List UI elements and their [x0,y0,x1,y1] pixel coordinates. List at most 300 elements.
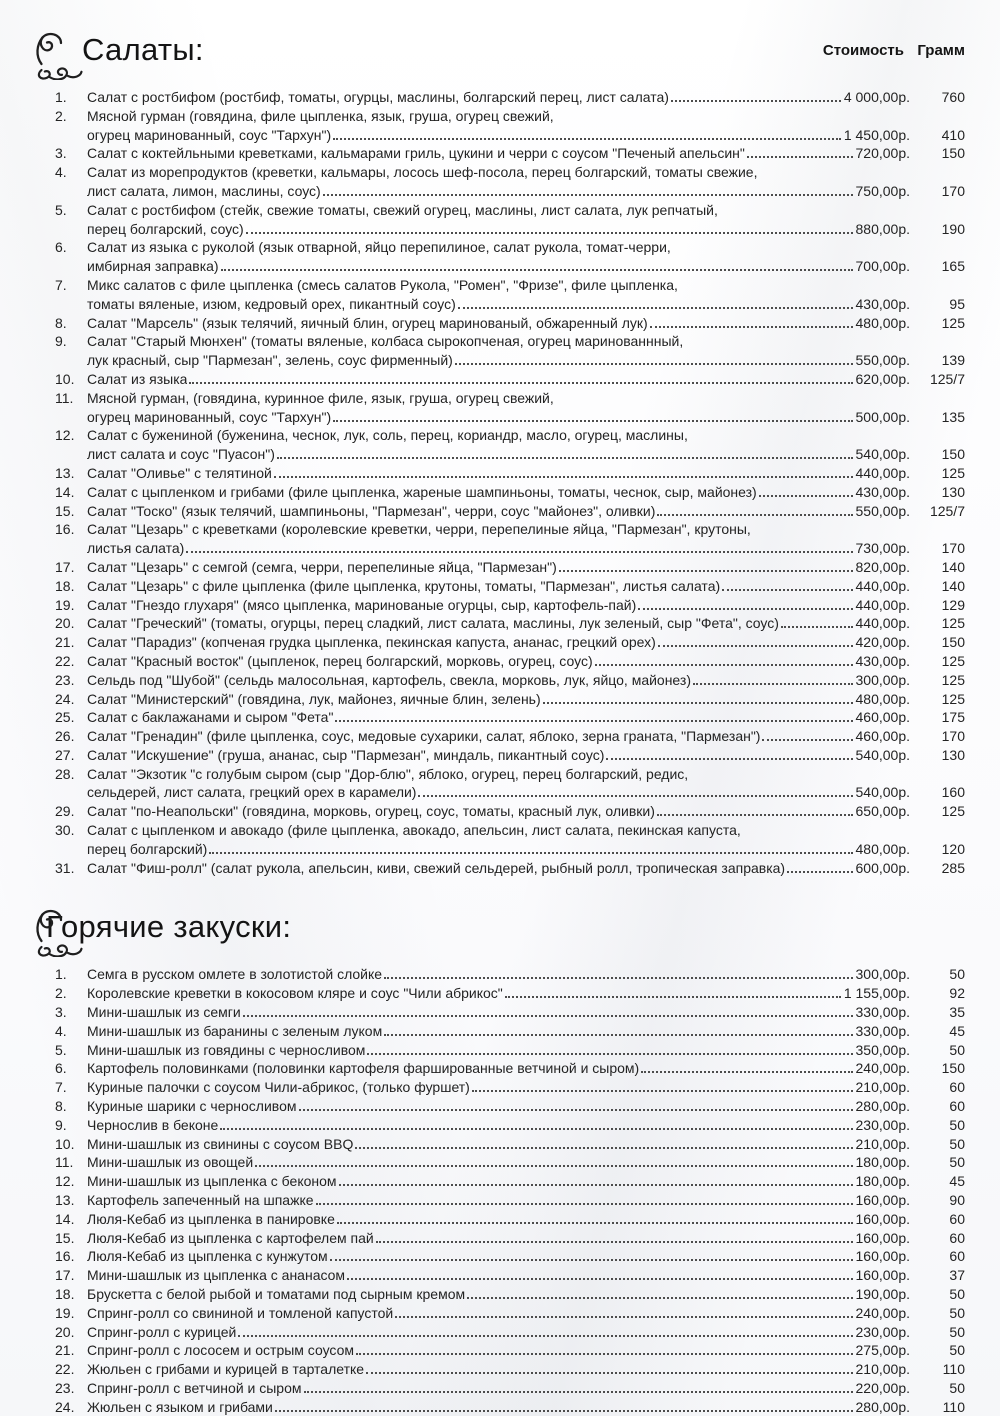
item-grams: 45 [949,1173,965,1190]
dot-leader [658,645,853,647]
item-name: Салат "Марсель" (язык телячий, яичный блин, огурец маринованый, обжаренный лук) [87,314,648,331]
menu-item-row [55,276,965,314]
item-number: 13. [55,464,75,481]
item-body [87,1379,910,1398]
dot-leader [759,495,853,497]
item-body [87,633,910,652]
item-grams: 35 [949,1004,965,1021]
item-name: лук красный, сыр "Пармезан", зелень, соус фирменный) [87,352,453,369]
item-grams: 170 [941,182,965,199]
item-grams: 50 [949,1041,965,1058]
item-name: Мини-шашлык из семги [87,1004,241,1021]
item-number: 13. [55,1192,75,1209]
item-grams: 50 [949,1286,965,1303]
dot-leader [220,1128,852,1130]
menu-item-row [55,1097,965,1116]
item-body [87,1135,910,1154]
dot-leader [333,138,841,140]
item-grams: 60 [949,1098,965,1115]
item-name: Картофель половинками (половинки картофеля фаршированные ветчиной и сыром) [87,1060,640,1077]
item-grams: 125 [941,652,965,669]
menu-item-row [55,1247,965,1266]
item-body [87,1247,910,1266]
dot-leader [559,570,853,572]
item-price: 460,00р. [855,728,910,745]
menu-item-row [55,314,965,333]
menu-item-row [55,107,965,145]
item-body [87,1360,910,1379]
item-text-line: Салат "Цезарь" с креветками (королевские креветки, черри, перепелиные яйца, "Пармезан", крутоны, [87,521,751,538]
item-number: 31. [55,859,75,876]
dot-leader [189,382,852,384]
item-name: Салат с ростбифом (ростбиф, томаты, огурцы, маслины, болгарский перец, лист салата) [87,89,669,105]
menu-item-row [55,1135,965,1154]
item-price: 240,00р. [855,1304,910,1321]
item-grams: 60 [949,1079,965,1096]
menu-item-row [55,1398,965,1416]
item-body [87,1041,910,1060]
dot-leader [355,1147,852,1149]
dot-leader [657,814,853,816]
item-text-line [87,88,910,107]
item-name: томаты вяленые, изюм, кедровый орех, пикантный соус) [87,295,456,312]
item-body [87,426,910,464]
dot-leader [367,1053,852,1055]
item-price: 160,00р. [855,1267,910,1284]
item-text-line [87,1059,910,1078]
item-price: 220,00р. [855,1380,910,1396]
menu-item-row [55,1041,965,1060]
item-number: 11. [55,389,74,406]
item-number: 21. [55,1342,75,1359]
dot-leader [186,551,852,553]
item-price: 500,00р. [855,408,910,425]
item-number: 18. [55,1286,75,1303]
item-name: Картофель запеченный на шпажке [87,1192,314,1209]
item-body [87,107,910,145]
item-number: 23. [55,671,75,688]
item-name: Спринг-ролл со свининой и томленой капустой [87,1304,394,1321]
menu-item-row [55,1003,965,1022]
item-number: 16. [55,521,75,538]
item-price: 550,00р. [855,352,910,369]
item-text-line [87,1304,910,1323]
item-price: 330,00р. [855,1022,910,1039]
item-price: 540,00р. [855,446,910,463]
dot-leader [787,871,852,873]
item-text-line [87,464,910,483]
item-name: Салат "Парадиз" (копченая грудка цыпленка, пекинская капуста, ананас, грецкий орех) [87,634,656,651]
item-body [87,1341,910,1360]
item-grams: 285 [941,859,965,876]
item-text-line: Салат с ростбифом (стейк, свежие томаты, свежий огурец, маслины, лист салата, лук репчатый, [87,201,718,218]
item-name: Спринг-ролл с лососем и острым соусом [87,1342,355,1359]
item-number: 25. [55,709,75,726]
item-name: Мини-шашлык из свинины с соусом BBQ [87,1135,354,1152]
item-text-line [87,144,910,163]
menu-item-row [55,1022,965,1041]
item-number: 17. [55,558,75,575]
item-grams: 135 [941,408,965,425]
item-number: 14. [55,1210,75,1227]
item-text-line [87,257,910,276]
item-number: 1. [55,89,67,105]
item-price: 480,00р. [855,690,910,707]
item-price: 280,00р. [855,1098,910,1115]
menu-item-row [55,88,965,107]
dot-leader [335,720,852,722]
item-text-line [87,539,910,558]
item-body [87,483,910,502]
item-body [87,690,910,709]
item-text-line [87,802,910,821]
item-price: 210,00р. [855,1361,910,1378]
dot-leader [505,996,841,998]
section-header [30,907,965,961]
dot-leader [657,514,852,516]
item-body [87,1116,910,1135]
item-name: Жюльен с грибами и курицей в тарталетке [87,1361,365,1378]
swirl-ornament-icon [30,907,84,957]
menu-item-row [55,596,965,615]
item-price: 240,00р. [855,1060,910,1077]
dot-leader [366,1372,852,1374]
item-price: 330,00р. [855,1004,910,1021]
item-number: 4. [55,1022,67,1039]
dot-leader [323,194,853,196]
dot-leader [246,232,853,234]
dot-leader [472,1090,853,1092]
item-number: 23. [55,1380,75,1396]
item-text-line [87,633,910,652]
item-price: 440,00р. [855,596,910,613]
item-number: 6. [55,1060,67,1077]
section-title: Салаты: [82,32,204,67]
item-price: 230,00р. [855,1116,910,1133]
item-text-line [87,408,910,427]
menu-item-row [55,859,965,878]
item-text-line: Мясной гурман (говядина, филе цыпленка, язык, груша, огурец свежий, [87,107,554,124]
item-grams: 150 [941,145,965,162]
item-grams: 50 [949,1380,965,1396]
item-body [87,1172,910,1191]
menu-item-row [55,163,965,201]
item-number: 1. [55,966,67,983]
item-number: 9. [55,333,67,350]
item-name: Салат "Гренадин" (филе цыпленка, соус, медовые сухарики, салат, яблоко, зерна граната, "Пармезан") [87,728,761,745]
item-text-line: Салат "Старый Мюнхен" (томаты вяленые, колбаса сырокопченая, огурец маринованнный, [87,333,684,350]
item-price: 620,00р. [855,370,910,387]
item-price: 1 155,00р. [843,985,910,1002]
item-grams: 125 [941,671,965,688]
dot-leader [299,1109,853,1111]
dot-leader [347,1278,852,1280]
menu-item-row [55,1210,965,1229]
item-text-line [87,1360,910,1379]
item-text-line: Салат из языка с руколой (язык отварной, яйцо перепилиное, салат рукола, томат-черри, [87,239,671,256]
dot-leader [693,683,853,685]
item-body [87,1229,910,1248]
item-text-line [87,1210,910,1229]
item-text-line [87,220,910,239]
item-price: 300,00р. [855,966,910,983]
item-body [87,1191,910,1210]
menu-item-row [55,1172,965,1191]
menu-item-row [55,708,965,727]
menu-item-row [55,633,965,652]
menu-item-row [55,558,965,577]
item-grams: 110 [942,1361,965,1378]
item-text-line [87,351,910,370]
menu-section [55,30,965,877]
item-body [87,577,910,596]
item-text-line [87,182,910,201]
item-text-line [87,370,910,389]
item-body [87,1059,910,1078]
item-body [87,652,910,671]
dot-leader [543,702,853,704]
item-body [87,1210,910,1229]
item-body [87,238,910,276]
item-name: перец болгарский) [87,840,208,857]
item-price: 160,00р. [855,1248,910,1265]
item-text-line [87,295,910,314]
menu-item-row [55,332,965,370]
item-body [87,464,910,483]
dot-leader [455,363,853,365]
item-body [87,1304,910,1323]
dot-leader [376,1241,853,1243]
item-body [87,1266,910,1285]
menu-item-row [55,1379,965,1398]
menu-item-row [55,1304,965,1323]
item-number: 4. [55,164,67,181]
dot-leader [356,1353,852,1355]
item-name: огурец маринованный, соус "Тархун") [87,126,332,143]
item-body [87,276,910,314]
item-grams: 170 [941,540,965,557]
item-grams: 125 [941,803,965,820]
item-body [87,1398,910,1416]
item-text-line [87,671,910,690]
item-body [87,671,910,690]
item-text-line [87,727,910,746]
item-number: 2. [55,107,67,124]
item-number: 6. [55,239,67,256]
column-header-grams: Грамм [917,42,965,59]
item-name: Жюльен с языком и грибами [87,1398,273,1415]
item-name: Мини-шашлык из овощей [87,1154,254,1171]
item-text-line [87,840,910,859]
dot-leader [277,457,853,459]
item-body [87,708,910,727]
menu-item-row [55,520,965,558]
item-name: Сельдь под "Шубой" (сельдь малосольная, картофель, свекла, морковь, лук, яйцо, майонез) [87,671,691,688]
item-body [87,558,910,577]
item-text-line [87,708,910,727]
item-body [87,1323,910,1342]
item-text-line: Салат с цыпленком и авокадо (филе цыпленка, авокадо, апельсин, лист салата, пекинская капуста, [87,822,741,839]
menu-item-row [55,690,965,709]
item-grams: 140 [941,558,965,575]
item-text-line [87,483,910,502]
menu-item-rows [55,88,965,877]
menu-item-row [55,1285,965,1304]
item-body [87,314,910,333]
item-number: 19. [55,596,75,613]
item-text-line [87,614,910,633]
menu-item-row [55,671,965,690]
item-grams: 60 [949,1210,965,1227]
item-grams: 165 [941,258,965,275]
item-number: 30. [55,822,75,839]
item-body [87,502,910,521]
item-number: 9. [55,1116,67,1133]
item-grams: 50 [949,1304,965,1321]
item-body [87,614,910,633]
item-grams: 125/7 [929,370,965,387]
item-grams: 139 [941,352,965,369]
menu-item-row [55,238,965,276]
item-body [87,370,910,389]
item-text-line [87,1379,910,1398]
item-number: 22. [55,652,75,669]
dot-leader [337,1222,853,1224]
item-grams: 760 [941,89,965,105]
item-body [87,859,910,878]
item-name: Салат из языка [87,370,188,387]
item-number: 27. [55,746,75,763]
dot-leader [747,156,853,158]
dot-leader [650,326,853,328]
item-price: 440,00р. [855,577,910,594]
item-body [87,765,910,803]
item-grams: 50 [949,1154,965,1171]
item-name: Люля-Кебаб из цыпленка с кунжутом [87,1248,328,1265]
dot-leader [339,1184,853,1186]
item-text-line [87,502,910,521]
item-text-line [87,1135,910,1154]
item-name: Салат "Цезарь" с семгой (семга, черри, перепелиные яйца, "Пармезан") [87,558,557,575]
item-grams: 129 [941,596,965,613]
item-body [87,1153,910,1172]
item-name: лист салата, лимон, маслины, соус) [87,182,321,199]
item-name: Королевские креветки в кокосовом кляре и соус "Чили абрикос" [87,985,503,1002]
dot-leader [641,1071,852,1073]
menu-item-row [55,984,965,1003]
item-body [87,965,910,984]
item-grams: 92 [949,985,965,1002]
item-grams: 45 [949,1022,965,1039]
dot-leader [638,608,852,610]
item-name: Салат "Красный восток" (цыпленок, перец болгарский, морковь, огурец, соус) [87,652,593,669]
menu-sections [46,30,965,1416]
item-text-line [87,1266,910,1285]
item-grams: 150 [941,634,965,651]
item-grams: 175 [941,709,965,726]
item-name: Куриные шарики с черносливом [87,1098,297,1115]
item-grams: 160 [941,784,965,801]
item-text-line [87,1229,910,1248]
item-number: 20. [55,615,75,632]
item-body [87,332,910,370]
item-number: 22. [55,1361,75,1378]
item-name: Мини-шашлык из баранины с зеленым луком [87,1022,383,1039]
item-number: 5. [55,201,67,218]
item-text-line [87,1003,910,1022]
menu-item-row [55,1191,965,1210]
item-body [87,163,910,201]
item-name: перец болгарский, соус) [87,220,244,237]
dot-leader [606,758,852,760]
item-grams: 50 [949,966,965,983]
item-text-line: Салат с бужениной (буженина, чеснок, лук, соль, перец, кориандр, масло, огурец, маслины, [87,427,688,444]
item-name: Салат с цыпленком и грибами (филе цыпленка, жареные шампиньоны, томаты, чеснок, сыр, майонез) [87,483,757,500]
item-price: 600,00р. [855,859,910,876]
menu-item-row [55,652,965,671]
item-name: Куриные палочки с соусом Чили-абрикос, (только фуршет) [87,1079,470,1096]
menu-item-row [55,201,965,239]
item-text-line [87,1323,910,1342]
item-price: 480,00р. [855,314,910,331]
item-text-line [87,1191,910,1210]
item-name: Спринг-ролл с курицей [87,1323,237,1340]
item-text-line [87,558,910,577]
dot-leader [304,1391,853,1393]
menu-item-row [55,1059,965,1078]
item-grams: 50 [949,1135,965,1152]
item-number: 17. [55,1267,75,1284]
menu-item-row [55,483,965,502]
item-price: 540,00р. [855,784,910,801]
item-text-line [87,314,910,333]
item-text-line [87,1172,910,1191]
item-body [87,821,910,859]
item-number: 7. [55,276,67,293]
item-name: Салат "по-Неапольски" (говядина, морковь, огурец, соус, томаты, красный лук, оливки) [87,803,655,820]
item-name: Салат с баклажанами и сыром "Фета" [87,709,334,726]
item-text-line [87,1398,910,1416]
menu-item-row [55,464,965,483]
item-number: 19. [55,1304,75,1321]
dot-leader [330,1259,853,1261]
item-grams: 190 [941,220,965,237]
item-name: Люля-Кебаб из цыпленка с картофелем пай [87,1229,374,1246]
dot-leader [333,420,852,422]
dot-leader [418,795,852,797]
item-price: 280,00р. [855,1398,910,1415]
item-body [87,1097,910,1116]
item-grams: 110 [942,1398,965,1415]
dot-leader [275,1410,853,1412]
item-name: Салат "Греческий" (томаты, огурцы, перец сладкий, лист салата, маслины, лук зеленый, сыр "Фета", соус) [87,615,779,632]
item-name: Мини-шашлык из цыпленка с беконом [87,1173,337,1190]
item-text-line [87,1078,910,1097]
item-body [87,1003,910,1022]
item-name: листья салата) [87,540,185,557]
dot-leader [762,739,852,741]
item-text-line [87,596,910,615]
item-text-line [87,690,910,709]
item-price: 730,00р. [855,540,910,557]
menu-item-row [55,802,965,821]
menu-item-rows [55,965,965,1416]
dot-leader [458,307,853,309]
dot-leader [316,1203,853,1205]
item-body [87,201,910,239]
item-body [87,1285,910,1304]
item-name: Салат "Тоско" (язык телячий, шампиньоны, "Пармезан", черри, соус "майонез", оливки) [87,502,656,519]
